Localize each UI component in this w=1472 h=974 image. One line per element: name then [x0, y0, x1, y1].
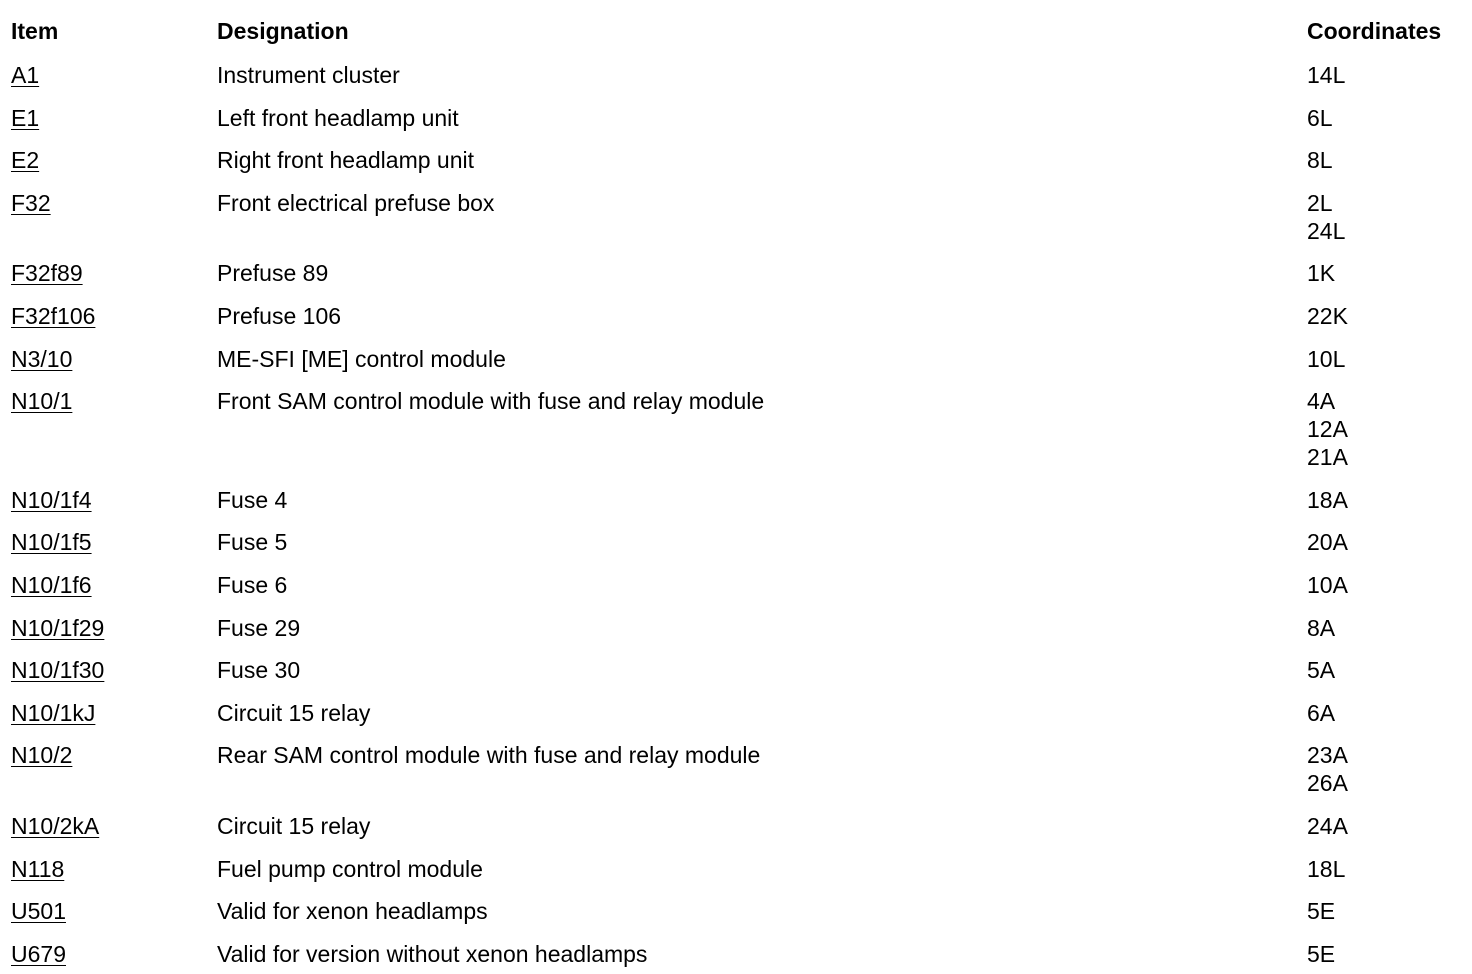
designation-cell: Left front headlamp unit: [217, 104, 459, 131]
coordinate-value: 22K: [1307, 302, 1348, 329]
coordinate-value: 23A: [1307, 742, 1348, 769]
designation-cell: Instrument cluster: [217, 62, 400, 88]
coordinate-value: 2L: [1307, 189, 1333, 216]
designation-cell: Fuse 4: [217, 486, 288, 513]
designation-cell: Fuse 30: [217, 657, 301, 684]
designation-cell: ME-SFI [ME] control module: [217, 345, 506, 372]
item-link[interactable]: N3/10: [11, 345, 73, 372]
designation-cell: Fuse 6: [217, 571, 288, 598]
coordinates-cell: [1307, 387, 1348, 471]
coordinate-value: 5E: [1307, 898, 1336, 925]
coordinates-cell: [1307, 189, 1345, 245]
coordinate-value: 1K: [1307, 260, 1336, 287]
table-row: [0, 284, 1472, 327]
item-link[interactable]: N10/1f6: [11, 571, 92, 598]
item-link[interactable]: N10/1f30: [11, 657, 105, 684]
coordinate-value: 24L: [1307, 217, 1346, 244]
table-row: [0, 171, 1472, 242]
item-link[interactable]: U679: [11, 940, 66, 967]
item-link[interactable]: N10/1kJ: [11, 699, 96, 726]
coordinate-value: 10L: [1307, 345, 1346, 372]
table-body: [0, 43, 1472, 967]
table-row: [0, 553, 1472, 596]
table-row: [0, 837, 1472, 880]
designation-cell: Right front headlamp unit: [217, 147, 474, 174]
coordinate-value: 21A: [1307, 444, 1348, 471]
coordinate-value: 24A: [1307, 812, 1348, 839]
coordinate-value: 8L: [1307, 147, 1333, 174]
designation-cell: Circuit 15 relay: [217, 699, 371, 726]
coordinate-value: 12A: [1307, 416, 1348, 443]
table-row: [0, 794, 1472, 837]
table-row: [0, 879, 1472, 925]
coordinate-value: 10A: [1307, 571, 1348, 598]
table-row: [0, 468, 1472, 511]
table-row: [0, 510, 1472, 556]
designation-cell: Front SAM control module with fuse and relay module: [217, 388, 765, 415]
item-cell: [11, 189, 51, 217]
coordinates-cell: [1307, 741, 1348, 797]
table-row: [0, 241, 1472, 287]
table-header-row: [0, 0, 1472, 43]
item-link[interactable]: N10/2: [11, 742, 73, 769]
item-cell: [11, 387, 72, 415]
coordinates-cell: [1307, 940, 1335, 968]
designation-cell: Prefuse 89: [217, 260, 329, 287]
designation-cell: Valid for xenon headlamps: [217, 898, 488, 925]
item-link[interactable]: N118: [11, 855, 65, 882]
coordinate-value: 8A: [1307, 614, 1336, 641]
designation-cell: Circuit 15 relay: [217, 812, 371, 839]
item-cell: [11, 741, 72, 769]
header-coordinates: Coordinates: [1307, 18, 1442, 44]
item-link[interactable]: A1: [11, 62, 40, 88]
header-designation: Designation: [217, 18, 349, 44]
designation-cell: Fuel pump control module: [217, 855, 483, 882]
table-row: [0, 128, 1472, 174]
table-row: [0, 922, 1472, 965]
item-link[interactable]: F32f89: [11, 260, 83, 287]
item-link[interactable]: N10/1f5: [11, 529, 92, 556]
table-row: [0, 638, 1472, 684]
designation-cell: Fuse 29: [217, 614, 301, 641]
item-cell: [11, 940, 66, 968]
item-link[interactable]: F32: [11, 189, 51, 216]
coordinate-value: 18L: [1307, 855, 1346, 882]
coordinate-value: 5A: [1307, 657, 1336, 684]
table-row: [0, 369, 1472, 471]
coordinate-value: 4A: [1307, 388, 1336, 415]
coordinate-value: 20A: [1307, 529, 1348, 556]
designation-cell: Valid for version without xenon headlamps: [217, 940, 648, 967]
coordinate-value: 14L: [1307, 62, 1346, 88]
item-link[interactable]: E1: [11, 104, 40, 131]
header-item: Item: [11, 18, 59, 44]
item-link[interactable]: N10/2kA: [11, 812, 100, 839]
table-row: [0, 723, 1472, 797]
designation-cell: Front electrical prefuse box: [217, 189, 495, 216]
table-row: [0, 327, 1472, 370]
coordinate-value: 6A: [1307, 699, 1336, 726]
table-row: [0, 681, 1472, 724]
coordinate-value: 6L: [1307, 104, 1333, 131]
coordinate-value: 5E: [1307, 940, 1336, 967]
item-link[interactable]: N10/1f29: [11, 614, 105, 641]
item-link[interactable]: N10/1f4: [11, 486, 92, 513]
table-row: [0, 43, 1472, 86]
item-link[interactable]: U501: [11, 898, 66, 925]
item-link[interactable]: E2: [11, 147, 40, 174]
item-link[interactable]: N10/1: [11, 388, 73, 415]
designation-cell: Prefuse 106: [217, 302, 342, 329]
coordinate-value: 26A: [1307, 770, 1348, 797]
designation-cell: Fuse 5: [217, 529, 288, 556]
table-row: [0, 86, 1472, 129]
table-row: [0, 596, 1472, 639]
item-link[interactable]: F32f106: [11, 302, 96, 329]
coordinate-value: 18A: [1307, 486, 1348, 513]
designation-cell: Rear SAM control module with fuse and relay module: [217, 742, 761, 769]
